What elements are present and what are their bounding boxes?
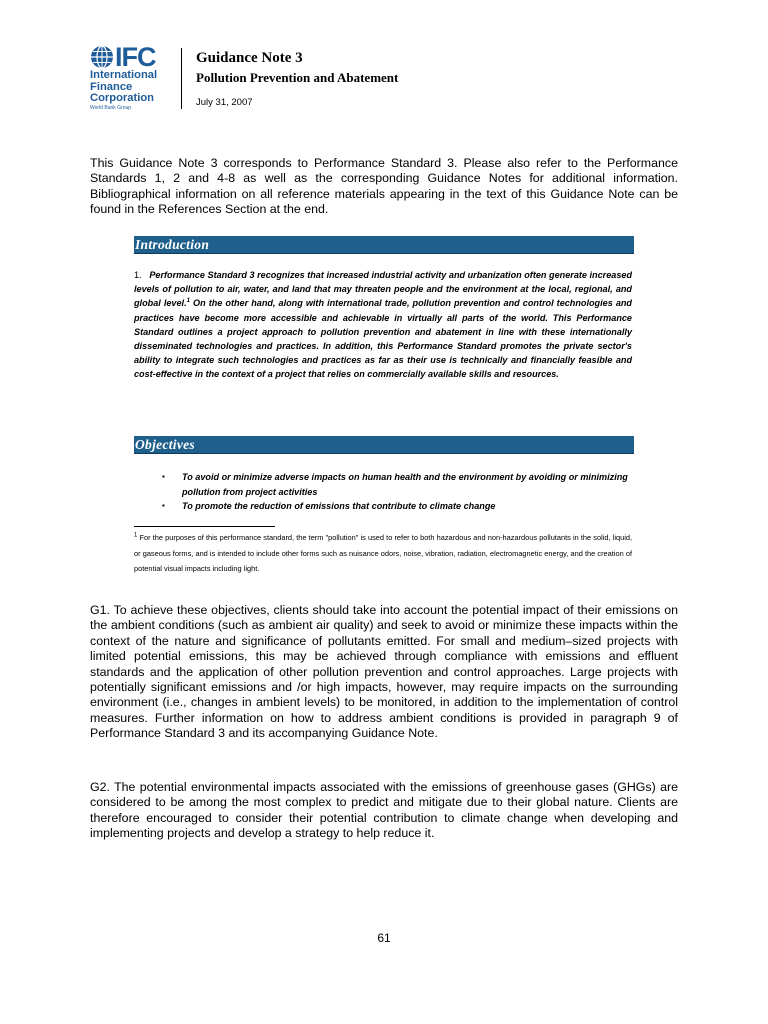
g2-paragraph: G2. The potential environmental impacts associated with the emissions of greenhouse gases (GHGs) are considered to be among the most complex to predict and mitigate due to their global nature. Clients are therefore encouraged to consider their potential contribution to climate change when developing and implementing projects and develop a strategy to help reduce it. (90, 780, 678, 841)
bullet-icon: ▪ (162, 472, 165, 481)
logo-line-1: International (90, 69, 158, 81)
paragraph-number: 1. (134, 270, 142, 280)
document-title: Guidance Note 3 (196, 50, 303, 66)
globe-icon (90, 45, 114, 69)
ifc-logo (90, 44, 176, 112)
g1-paragraph: G1. To achieve these objectives, clients should take into account the potential impact of their emissions on the ambient conditions (such as ambient air quality) and seek to avoid or minimize these impacts within the context of the nature and significance of pollutants emitted. For small and medium–sized projects with limited potential emissions, this may be achieved through compliance with emissions and effluent standards and the application of other pollution prevention and control approaches. Large projects with potentially significant emissions and /or high impacts, however, may require impacts on the surrounding environment (i.e., changes in ambient levels) to be monitored, in addition to the implementation of control measures. Further information on how to address ambient conditions is provided in paragraph 9 of Performance Standard 3 and its accompanying Guidance Note. (90, 603, 678, 741)
footnote-number: 1 (134, 532, 138, 539)
logo-brand: IFC (115, 42, 156, 72)
page-number: 61 (377, 931, 391, 945)
header-divider (181, 48, 182, 109)
introduction-heading: Introduction (135, 237, 210, 252)
footnote-ref[interactable]: 1 (186, 298, 190, 305)
document-subtitle: Pollution Prevention and Abatement (196, 70, 399, 85)
logo-line-3: Corporation (90, 92, 155, 105)
list-item (162, 499, 632, 514)
list-item (162, 470, 632, 499)
logo-line-2: Finance (90, 80, 133, 93)
objective-text: To avoid or minimize adverse impacts on human health and the environment by avoiding or minimizing pollution from project activities (182, 472, 628, 497)
logo-group: World Bank Group (90, 104, 132, 111)
objectives-list (162, 470, 632, 514)
objective-text: To promote the reduction of emissions that contribute to climate change (182, 501, 496, 511)
footnote-separator (134, 526, 275, 527)
ps-text-a: Performance Standard 3 recognizes that increased industrial activity and urbanization often generate increased levels of pollution to air, water, and land that may threaten people and the environment at the local, regional, and global level. (134, 270, 632, 309)
introduction-heading-bar (134, 236, 634, 254)
footnote-text: For the purposes of this performance standard, the term "pollution" is used to refer to both hazardous and non-hazardous pollutants in the solid, liquid, or gaseous forms, and is intended to include other forms such as nuisance odors, noise, vibration, radiation, electromagnetic energy, and the creation of potential visual impacts including light. (134, 533, 632, 574)
intro-paragraph: This Guidance Note 3 corresponds to Performance Standard 3. Please also refer to the Performance Standards 1, 2 and 4-8 as well as the corresponding Guidance Notes for additional information. Bibliographical information on all reference materials appearing in the text of this Guidance Note can be found in the References Section at the end. (90, 156, 678, 217)
objectives-heading: Objectives (135, 437, 195, 452)
footnote (134, 530, 632, 577)
document-date: July 31, 2007 (196, 97, 253, 108)
ps-paragraph-1 (134, 268, 632, 382)
bullet-icon: ▪ (162, 501, 165, 510)
objectives-heading-bar (134, 436, 634, 454)
ps-text-b: On the other hand, along with international trade, pollution prevention and control technologies and practices have become more accessible and achievable in virtually all parts of the world. This Performance Standard outlines a project approach to pollution prevention and abatement in line with these internationally disseminated technologies and practices. In addition, this Performance Standard promotes the private sector's ability to integrate such technologies and practices as far as their use is technically and financially feasible and cost-effective in the context of a project that relies on commercially available skills and resources. (134, 298, 632, 380)
